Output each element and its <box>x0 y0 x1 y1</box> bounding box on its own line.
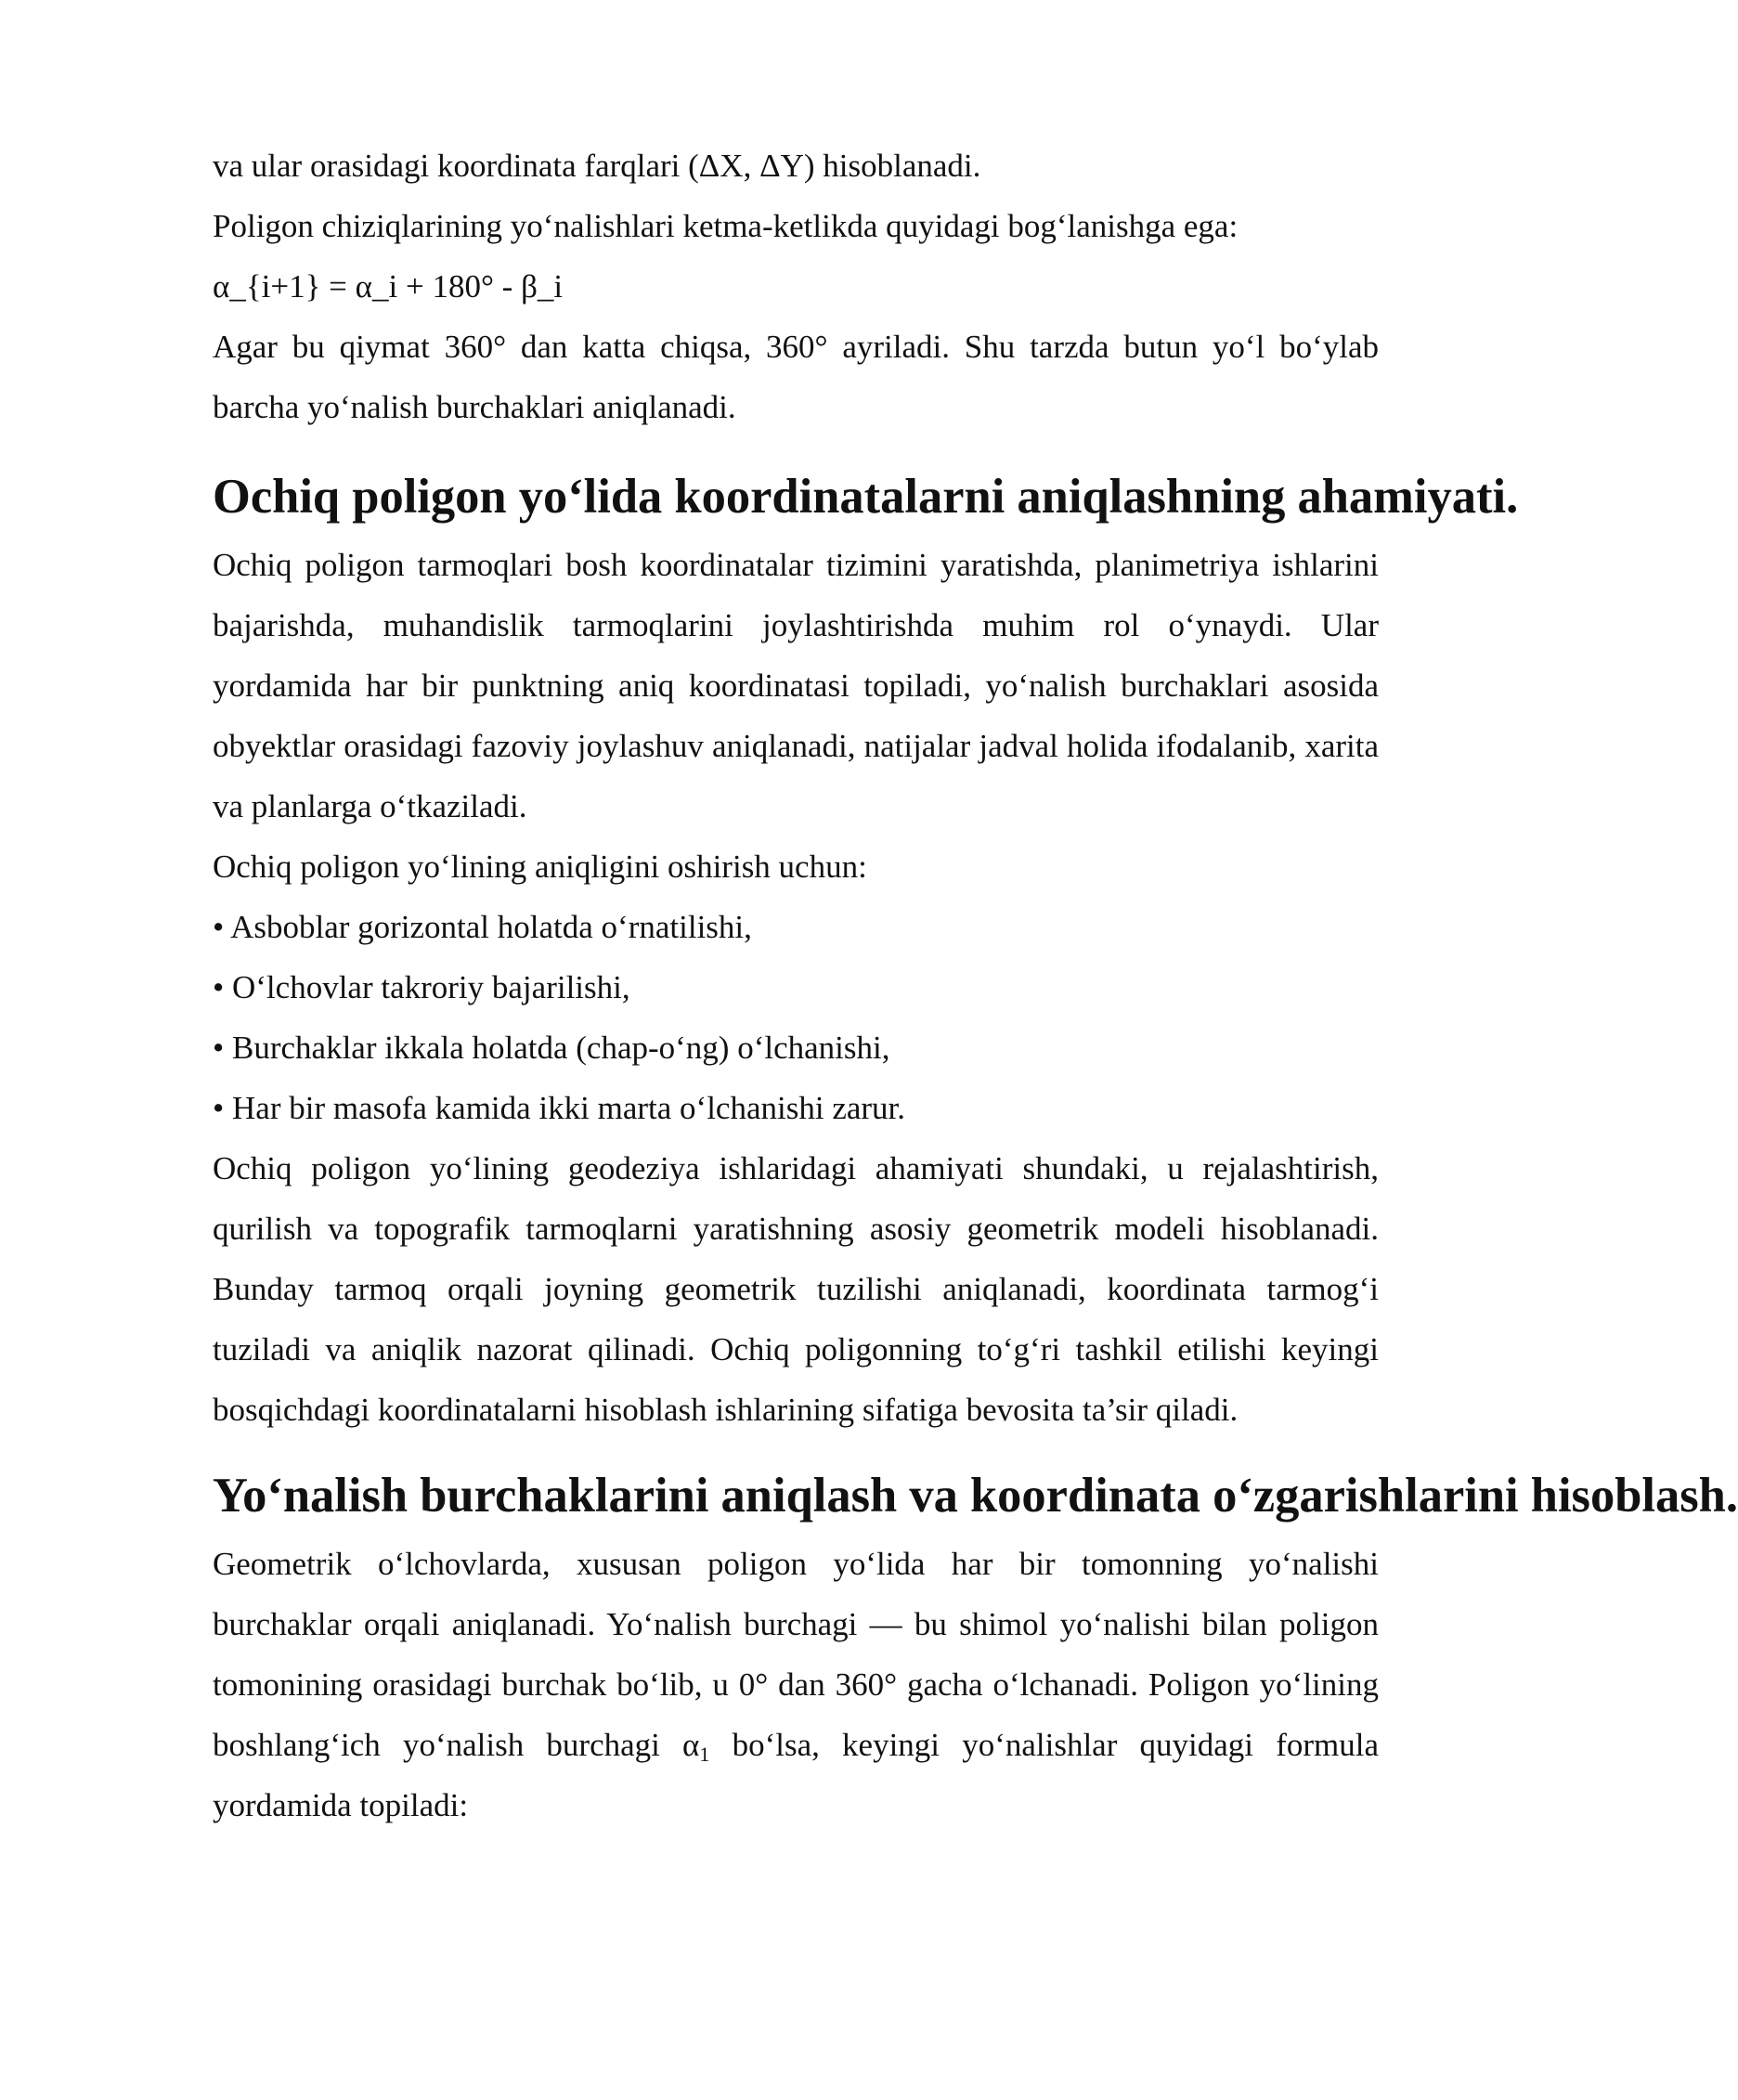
section-heading-direction-angles: Yo‘nalish burchaklarini aniqlash va koordinata o‘zgarishlarini hisoblash. <box>213 1469 1738 1523</box>
bullet-item: • Har bir masofa kamida ikki marta o‘lchanishi zarur. <box>213 1090 906 1126</box>
alpha-subscript: 1 <box>699 1743 710 1766</box>
section1-paragraph-geodesy: Ochiq poligon yo‘lining geodeziya ishlaridagi ahamiyati shundaki, u rejalashtirish, qurilish va topografik tarmoqlarni yaratishning asosiy geometrik modeli hisoblanadi. Bunday tarmoq orqali joyning geometrik tuzilishi aniqlanadi, koordinata tarmog‘i tuziladi va aniqlik nazorat qilinadi. Ochiq poligonning to‘g‘ri tashkil etilishi keyingi bosqichdagi koordinatalarni hisoblash ishlarining sifatiga bevosita ta’sir qiladi. <box>213 1150 1379 1428</box>
section1-paragraph-networks: Ochiq poligon tarmoqlari bosh koordinatalar tizimini yaratishda, planimetriya ishlarini bajarishda, muhandislik tarmoqlarini joylashtirishda muhim rol o‘ynaydi. Ular yordamida har bir punktning aniq koordinatasi topiladi, yo‘nalish burchaklari asosida obyektlar orasidagi fazoviy joylashuv aniqlanadi, natijalar jadval holida ifodalanib, xarita va planlarga o‘tkaziladi. <box>213 547 1379 824</box>
intro-line-coordinate-differences: va ular orasidagi koordinata farqlari (ΔX, ΔY) hisoblanadi. <box>213 148 981 184</box>
intro-paragraph: Agar bu qiymat 360° dan katta chiqsa, 360° ayriladi. Shu tarzda butun yo‘l bo‘ylab barcha yo‘nalish burchaklari aniqlanadi. <box>213 329 1379 425</box>
formula-direction-angle: α_{i+1} = α_i + 180° - β_i <box>213 268 564 305</box>
bullet-item: • Asboblar gorizontal holatda o‘rnatilishi, <box>213 909 752 945</box>
intro-line-direction-relation: Poligon chiziqlarining yo‘nalishlari ketma-ketlikda quyidagi bog‘lanishga ega: <box>213 208 1239 244</box>
bullet-item: • O‘lchovlar takroriy bajarilishi, <box>213 969 630 1005</box>
section2-paragraph <box>213 1534 1379 1835</box>
bullet-item: • Burchaklar ikkala holatda (chap-o‘ng) o‘lchanishi, <box>213 1030 890 1066</box>
section2-text-after-subscript: bo‘lsa, keyingi yo‘nalishlar quyidagi formula yordamida topiladi: <box>213 1727 1380 1823</box>
section2-text-before-subscript: Geometrik o‘lchovlarda, xususan poligon yo‘lida har bir tomonning yo‘nalishi burchaklar orqali aniqlanadi. Yo‘nalish burchagi — bu shimol yo‘nalishi bilan poligon tomonining orasidagi burchak bo‘lib, u 0° dan 360° gacha o‘lchanadi. Poligon yo‘lining boshlang‘ich yo‘nalish burchagi α <box>213 1546 1379 1763</box>
section1-list-intro: Ochiq poligon yo‘lining aniqligini oshirish uchun: <box>213 849 867 885</box>
page-content <box>213 136 1738 1835</box>
section-heading-importance: Ochiq poligon yo‘lida koordinatalarni aniqlashning ahamiyati. <box>213 470 1519 524</box>
